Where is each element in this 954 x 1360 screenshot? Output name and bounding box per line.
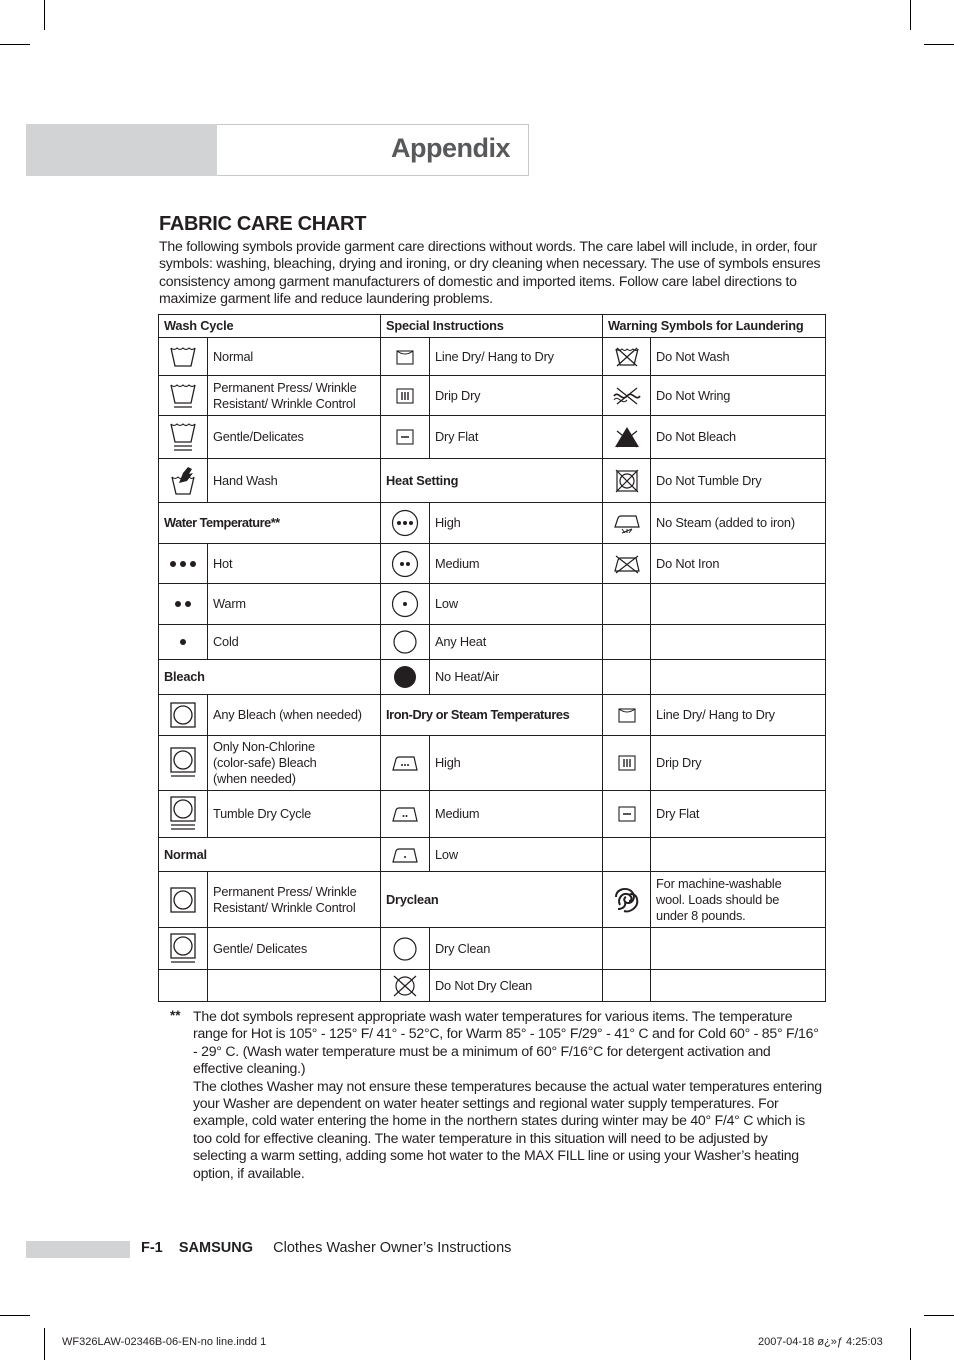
drip-dry-icon	[381, 376, 430, 416]
heat-low-icon	[381, 584, 430, 625]
document-title: Clothes Washer Owner’s Instructions	[273, 1240, 512, 1256]
care-label: High	[430, 503, 603, 544]
dry-flat-icon	[381, 416, 430, 459]
empty-cell	[651, 625, 826, 660]
tumble-dry-gentle-icon	[159, 928, 208, 970]
heat-medium-icon	[381, 544, 430, 584]
header-box	[217, 124, 529, 176]
care-label: Cold	[208, 625, 381, 660]
crop-mark	[44, 0, 45, 30]
crop-mark	[924, 1315, 954, 1316]
empty-cell	[651, 928, 826, 970]
warning-label: Do Not Bleach	[651, 416, 826, 459]
column-header: Special Instructions	[381, 315, 603, 338]
empty-cell	[603, 838, 651, 872]
subsection-heading: Heat Setting	[381, 459, 603, 503]
empty-cell	[603, 584, 651, 625]
warning-label: Do Not Wring	[651, 376, 826, 416]
table-row	[159, 660, 826, 695]
subsection-heading: Water Temperature**	[159, 503, 381, 544]
page-title: Appendix	[390, 133, 510, 163]
care-label: Dry Clean	[430, 928, 603, 970]
warning-label: Do Not Iron	[651, 544, 826, 584]
care-label: Dry Flat	[430, 416, 603, 459]
footnote-paragraph: The clothes Washer may not ensure these temperatures because the actual water temperatures entering your Washer are dependent on water heater settings and regional water supply temperatures. For example, cold water entering the home in the northern states during winter may be 40° F/4° C which is too cold for effective cleaning. The water temperature in this situation will need to be adjusted by selecting a warm setting, adding some hot water to the MAX FILL line or using your Washer’s heating option, if available.	[193, 1077, 822, 1181]
warning-label: Do Not Tumble Dry	[651, 459, 826, 503]
hand-wash-icon	[159, 459, 208, 503]
iron-high-icon	[381, 736, 430, 791]
care-label: Medium	[430, 544, 603, 584]
care-label: No Heat/Air	[430, 660, 603, 695]
line-dry-icon	[603, 695, 651, 736]
column-header: Wash Cycle	[159, 315, 381, 338]
page-number: F-1	[141, 1240, 163, 1256]
footnote-paragraph: The dot symbols represent appropriate wash water temperatures for various items. The temperature range for Hot is 105° - 125° F/ 41° - 52°C, for Warm 85° - 105° F/29° - 41° C and for Cold 60° - 85° F/16° - 29° C. (Wash water temperature must be a minimum of 60° F/16°C for detergent activation and effective cleaning.)	[193, 1008, 819, 1077]
care-label: Drip Dry	[430, 376, 603, 416]
subsection-heading: Dryclean	[381, 872, 603, 928]
care-label: Any Heat	[430, 625, 603, 660]
care-label: For machine-washable wool. Loads should be under 8 pounds.	[651, 872, 826, 928]
table-row	[159, 315, 826, 338]
tumble-dry-perm-press-icon	[159, 872, 208, 928]
do-not-wring-icon	[603, 376, 651, 416]
wash-tub-icon	[159, 338, 208, 376]
table-row	[159, 338, 826, 376]
care-label: Line Dry/ Hang to Dry	[430, 338, 603, 376]
empty-cell	[208, 970, 381, 1002]
wash-tub-gentle-icon	[159, 416, 208, 459]
do-not-bleach-icon	[603, 416, 651, 459]
care-label: Normal	[208, 338, 381, 376]
care-label: Do Not Dry Clean	[430, 970, 603, 1002]
crop-mark	[924, 44, 954, 45]
care-label: Hand Wash	[208, 459, 381, 503]
table-row	[159, 416, 826, 459]
empty-cell	[603, 660, 651, 695]
column-header: Warning Symbols for Laundering	[603, 315, 826, 338]
care-label: Any Bleach (when needed)	[208, 695, 381, 736]
warning-label: Do Not Wash	[651, 338, 826, 376]
table-row	[159, 459, 826, 503]
care-label: High	[430, 736, 603, 791]
empty-cell	[651, 584, 826, 625]
three-dots-icon	[159, 544, 208, 584]
date-slug: 2007-04-18 ø¿»ƒ 4:25:03	[758, 1336, 883, 1348]
iron-medium-icon	[381, 791, 430, 838]
care-label: Low	[430, 584, 603, 625]
table-row	[159, 736, 826, 791]
care-label: Gentle/Delicates	[208, 416, 381, 459]
care-label: Permanent Press/ Wrinkle Resistant/ Wrinkle Control	[208, 872, 381, 928]
footnote-mark: **	[170, 1008, 181, 1023]
empty-cell	[651, 838, 826, 872]
drip-dry-icon	[603, 736, 651, 791]
table-row	[159, 376, 826, 416]
crop-mark	[0, 44, 30, 45]
crop-mark	[44, 1328, 45, 1360]
no-steam-icon	[603, 503, 651, 544]
empty-cell	[651, 660, 826, 695]
empty-cell	[603, 928, 651, 970]
empty-cell	[603, 625, 651, 660]
subsection-heading: Iron-Dry or Steam Temperatures	[381, 695, 603, 736]
wool-mark-icon	[603, 872, 651, 928]
care-label: Hot	[208, 544, 381, 584]
any-heat-icon	[381, 625, 430, 660]
care-label: Low	[430, 838, 603, 872]
footnote	[193, 1008, 823, 1182]
tumble-dry-perm-press-icon	[159, 736, 208, 791]
table-row	[159, 838, 826, 872]
table-row	[159, 695, 826, 736]
care-label: Tumble Dry Cycle	[208, 791, 381, 838]
header-bar	[26, 124, 217, 176]
line-dry-icon	[381, 338, 430, 376]
page-footer	[141, 1240, 511, 1256]
heat-high-icon	[381, 503, 430, 544]
one-dot-icon	[159, 625, 208, 660]
intro-text: The following symbols provide garment care directions without words. The care label will include, in order, four symbols: washing, bleaching, drying and ironing, or dry cleaning when necessary. The use of symbols ensures consistency among garment manufacturers of domestic and imported items. Follow care label directions to maximize garment life and reduce laundering problems.	[159, 238, 821, 306]
crop-mark	[910, 1328, 911, 1360]
do-not-tumble-dry-icon	[603, 459, 651, 503]
do-not-iron-icon	[603, 544, 651, 584]
no-heat-icon	[381, 660, 430, 695]
table-row	[159, 791, 826, 838]
crop-mark	[0, 1315, 30, 1316]
care-label: Only Non-Chlorine (color-safe) Bleach (when needed)	[208, 736, 381, 791]
subsection-heading: Bleach	[159, 660, 381, 695]
empty-cell	[603, 970, 651, 1002]
care-label: Gentle/ Delicates	[208, 928, 381, 970]
two-dots-icon	[159, 584, 208, 625]
care-label: Warm	[208, 584, 381, 625]
do-not-dry-clean-icon	[381, 970, 430, 1002]
care-label: Dry Flat	[651, 791, 826, 838]
table-row	[159, 584, 826, 625]
do-not-wash-icon	[603, 338, 651, 376]
dry-clean-icon	[381, 928, 430, 970]
empty-cell	[159, 970, 208, 1002]
care-label: Drip Dry	[651, 736, 826, 791]
footer-bar	[26, 1241, 130, 1258]
table-row	[159, 872, 826, 928]
care-label: Permanent Press/ Wrinkle Resistant/ Wrinkle Control	[208, 376, 381, 416]
care-label: Line Dry/ Hang to Dry	[651, 695, 826, 736]
brand-name: SAMSUNG	[178, 1240, 253, 1256]
subsection-heading: Normal	[159, 838, 381, 872]
tumble-dry-gentle-icon	[159, 791, 208, 838]
table-row	[159, 544, 826, 584]
file-slug: WF326LAW-02346B-06-EN-no line.indd 1	[62, 1336, 267, 1348]
dry-flat-icon	[603, 791, 651, 838]
warning-label: No Steam (added to iron)	[651, 503, 826, 544]
care-label: Medium	[430, 791, 603, 838]
table-row	[159, 928, 826, 970]
empty-cell	[651, 970, 826, 1002]
crop-mark	[910, 0, 911, 30]
table-row	[159, 970, 826, 1002]
tumble-dry-icon	[159, 695, 208, 736]
section-title: FABRIC CARE CHART	[159, 213, 367, 235]
table-row	[159, 503, 826, 544]
wash-tub-perm-press-icon	[159, 376, 208, 416]
fabric-care-table	[158, 314, 826, 1002]
iron-low-icon	[381, 838, 430, 872]
table-row	[159, 625, 826, 660]
